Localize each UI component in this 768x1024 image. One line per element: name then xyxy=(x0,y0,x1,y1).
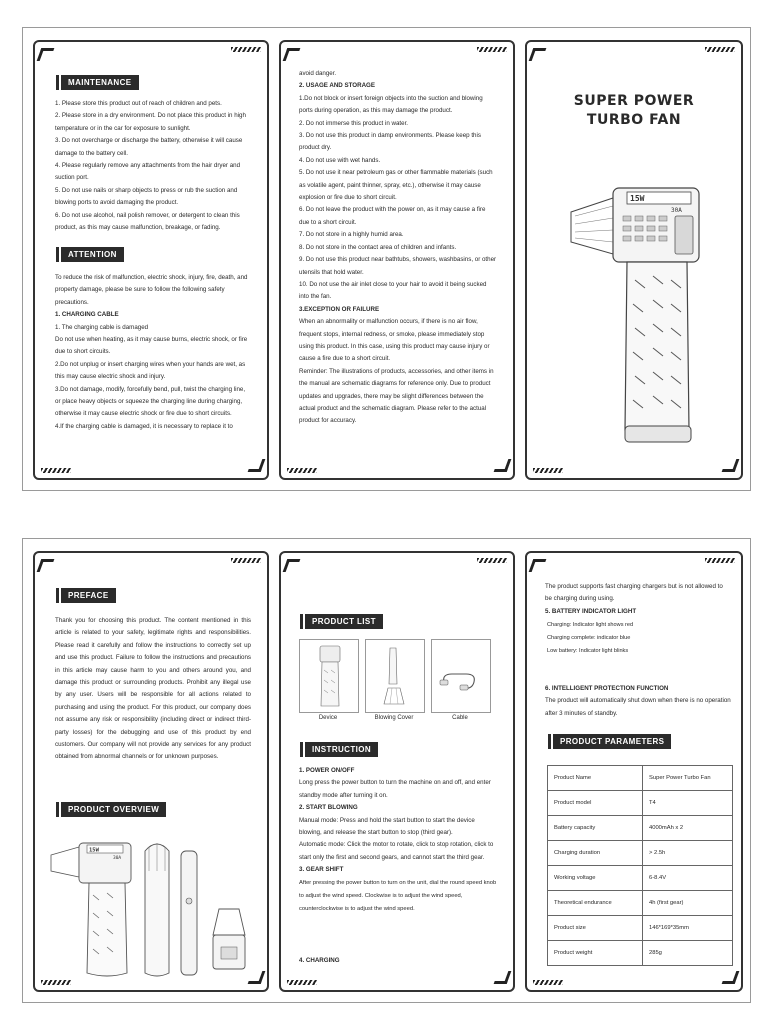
exception-text: When an abnormality or malfunction occurs, if there is no air flow, frequent stops, internal redness, or smoke, please immediately stop using this product. In this case, using this product may cause injury or cause a fire due to a short circuit. xyxy=(299,318,490,363)
overview-label-15w: 15W xyxy=(89,847,99,854)
device-label-15w: 15W xyxy=(630,194,645,203)
product-list-cable-label: Cable xyxy=(452,715,468,721)
instruction-sub-blowing: 2. START BLOWING xyxy=(299,804,358,812)
instruction-text-gear: After pressing the power button to turn on the unit, dial the round speed knob to adjust the wind speed. Clockwise is to adjust the wind speed, counterclockwise is to adjust the wind speed. xyxy=(299,879,497,912)
stripe-ornament xyxy=(231,47,261,52)
turbo-fan-illustration xyxy=(567,180,707,460)
param-value: 4000mAh x 2 xyxy=(643,816,733,841)
param-name: Product Name xyxy=(548,766,643,791)
device-label-30a: 30A xyxy=(671,207,682,214)
usage-item: 6. Do not leave the product with the power on, as it may cause a fire due to a short circuit. xyxy=(299,206,486,226)
corner-ornament xyxy=(283,559,301,572)
maintenance-heading: MAINTENANCE xyxy=(61,75,139,90)
parameters-heading: PRODUCT PARAMETERS xyxy=(553,734,671,749)
usage-subheading: 2. USAGE AND STORAGE xyxy=(299,82,375,90)
instruction-text-auto: Automatic mode: Click the motor to rotate, click to stop rotation, click to start only the first and second gears, and cannot start the third gear. xyxy=(299,841,494,861)
usage-item: 2. Do not immerse this product in water. xyxy=(299,119,409,127)
panel-maintenance xyxy=(33,40,269,480)
table-row xyxy=(548,766,733,791)
cover-title-line2: TURBO FAN xyxy=(586,112,682,128)
preface-heading: PREFACE xyxy=(61,588,116,603)
corner-ornament xyxy=(494,459,512,472)
attention-item: 3.Do not damage, modify, forcefully bend, pull, twist the charging line, or place heavy objects or squeeze the charging line during charging, otherwise it may cause electric shock or fire due to short circuits. xyxy=(55,385,246,418)
product-list-cover-label: Blowing Cover xyxy=(374,715,414,721)
charging-cable-subheading: 1. CHARGING CABLE xyxy=(55,311,119,319)
param-value: Super Power Turbo Fan xyxy=(643,766,733,791)
table-row xyxy=(548,791,733,816)
exception-subheading: 3.EXCEPTION OR FAILURE xyxy=(299,305,380,313)
panel-instruction xyxy=(279,551,515,992)
attention-item: 1. The charging cable is damaged xyxy=(55,323,149,331)
product-list-device-box xyxy=(299,639,359,713)
instruction-sub-power: 1. POWER ON/OFF xyxy=(299,767,355,774)
instruction-text-manual: Manual mode: Press and hold the start button to start the device blowing, and release the start button to stop (third gear). xyxy=(299,816,475,837)
indicator-low: Low battery: Indicator light blinks xyxy=(547,648,629,654)
maintenance-item: 5. Do not use nails or sharp objects to press or rub the suction and blowing ports to avoid damaging the product. xyxy=(55,186,238,207)
attention-intro: To reduce the risk of malfunction, electric shock, injury, fire, death, and property damage, please be sure to follow the following safety precautions. xyxy=(55,274,248,306)
corner-ornament xyxy=(494,971,512,984)
product-list-device-label: Device xyxy=(318,715,338,721)
corner-ornament xyxy=(722,971,740,984)
stripe-ornament xyxy=(477,47,507,52)
parameters-table xyxy=(547,765,733,966)
attention-item: 2.Do not unplug or insert charging wires when your hands are wet, as this may cause electric shock and injury. xyxy=(55,360,246,381)
panel-parameters xyxy=(525,551,743,992)
overview-heading: PRODUCT OVERVIEW xyxy=(61,802,166,817)
param-name: Product size xyxy=(548,916,643,941)
protection-text: The product will automatically shut down when there is no operation after 3 minutes of standby. xyxy=(545,697,731,717)
param-name: Working voltage xyxy=(548,866,643,891)
maintenance-item: 4. Please regularly remove any attachments from the hair dryer and suction port. xyxy=(55,162,241,182)
panel-cover xyxy=(525,40,743,480)
usage-item: 7. Do not store in a highly humid area. xyxy=(299,231,404,239)
continued-text: avoid danger. xyxy=(299,70,337,77)
product-overview-illustration xyxy=(49,831,259,981)
device-thumb-icon xyxy=(300,640,358,712)
usage-item: 10. Do not use the air inlet close to your hair to avoid it being sucked into the fan. xyxy=(299,280,487,301)
usage-item: 3. Do not use this product in damp environments. Please keep this product dry. xyxy=(299,132,481,152)
protection-subheading: 6. INTELLIGENT PROTECTION FUNCTION xyxy=(545,685,669,692)
instruction-sub-gear: 3. GEAR SHIFT xyxy=(299,866,344,874)
stripe-ornament xyxy=(287,980,317,985)
product-list-cable-box xyxy=(431,639,491,713)
usage-item: 4. Do not use with wet hands. xyxy=(299,156,381,164)
corner-ornament xyxy=(529,559,547,572)
usage-item: 5. Do not use it near petroleum gas or other flammable materials (such as volatile agent, paint thinner, spray, etc.), otherwise it may cause explosion or fire due to short circuit. xyxy=(299,169,493,202)
instruction-text-power: Long press the power button to turn the machine on and off, and enter standby mode after turning it on. xyxy=(299,779,491,799)
maintenance-item: 6. Do not use alcohol, nail polish remover, or detergent to clean this product, as this may cause malfunction, breakage, or fading. xyxy=(55,211,240,232)
stripe-ornament xyxy=(477,558,507,563)
param-value: 6-8.4V xyxy=(643,866,733,891)
cover-title-line1: SUPER POWER xyxy=(573,93,695,109)
param-value: 4h (first gear) xyxy=(643,891,733,916)
stripe-ornament xyxy=(705,47,735,52)
panel-usage xyxy=(279,40,515,480)
bottom-sheet xyxy=(22,538,751,1003)
reminder-text: Reminder: The illustrations of products, accessories, and other items in the manual are schematic diagrams for reference only. Due to product updates and upgrades, there may be slight differences between the actual product and the schematic diagram. Please refer to the actual product for accuracy. xyxy=(299,367,494,425)
corner-ornament xyxy=(529,48,547,61)
preface-text: Thank you for choosing this product. The content mentioned in this article is related to your safety, legitimate rights and responsibilities. Please read it carefully and follow the instructions to correctly set up and use this product. Failure to follow the instructions and precautions in this article may cause harm to you and others around you, and damage this product or surrounding products. Prohibit any illegal use by any user. Users will be responsible for all actions related to purchasing and using the product. For this product, our company does not assume any risk or responsibility (including direct or indirect third-party losses) for the debugging and use of this product by end customers. Our company will not provide any services for any product obtained from abnormal channels or for unknown purposes. xyxy=(55,617,251,761)
param-value: T4 xyxy=(643,791,733,816)
attention-item: Do not use when heating, as it may cause burns, electric shock, or fire due to short circuits. xyxy=(55,336,248,356)
corner-ornament xyxy=(722,459,740,472)
param-name: Product weight xyxy=(548,941,643,966)
maintenance-item: 2. Please store in a dry environment. Do not place this product in high temperature or in the car for exposure to sunlight. xyxy=(55,112,246,132)
usage-item: 9. Do not use this product near bathtubs, showers, washbasins, or other utensils that hold water. xyxy=(299,256,497,276)
maintenance-item: 1. Please store this product out of reach of children and pets. xyxy=(55,100,222,107)
battery-indicator-subheading: 5. BATTERY INDICATOR LIGHT xyxy=(545,607,637,615)
table-row xyxy=(548,941,733,966)
corner-ornament xyxy=(248,459,266,472)
attention-heading: ATTENTION xyxy=(61,247,124,262)
corner-ornament xyxy=(283,48,301,61)
param-name: Battery capacity xyxy=(548,816,643,841)
usage-item: 8. Do not store in the contact area of children and infants. xyxy=(299,243,457,251)
charging-note: The product supports fast charging chargers but is not allowed to be charging during using. xyxy=(545,583,723,603)
overview-label-30a: 30A xyxy=(113,856,122,861)
maintenance-item: 3. Do not overcharge or discharge the battery, otherwise it will cause damage to the battery cell. xyxy=(55,137,243,157)
panel-preface xyxy=(33,551,269,992)
blowing-cover-thumb-icon xyxy=(366,640,424,712)
usage-item: 1.Do not block or insert foreign objects into the suction and blowing ports during operation, as this may damage the product. xyxy=(299,94,483,115)
stripe-ornament xyxy=(705,558,735,563)
stripe-ornament xyxy=(287,468,317,473)
corner-ornament xyxy=(37,559,55,572)
instruction-heading: INSTRUCTION xyxy=(305,742,378,757)
cable-thumb-icon xyxy=(432,640,490,712)
table-row xyxy=(548,916,733,941)
stripe-ornament xyxy=(533,468,563,473)
param-name: Product model xyxy=(548,791,643,816)
table-row xyxy=(548,866,733,891)
param-value: 146*169*35mm xyxy=(643,916,733,941)
table-row xyxy=(548,891,733,916)
product-list-cover-box xyxy=(365,639,425,713)
instruction-sub-charging: 4. CHARGING xyxy=(299,957,340,964)
top-sheet xyxy=(22,27,751,491)
param-value: 285g xyxy=(643,941,733,966)
product-list-heading: PRODUCT LIST xyxy=(305,614,383,629)
stripe-ornament xyxy=(231,558,261,563)
indicator-complete: Charging complete: indicator blue xyxy=(547,635,631,641)
attention-item: 4.If the charging cable is damaged, it is necessary to replace it to xyxy=(55,422,233,430)
param-name: Charging duration xyxy=(548,841,643,866)
indicator-charging: Charging: Indicator light shows red xyxy=(547,622,634,628)
corner-ornament xyxy=(37,48,55,61)
stripe-ornament xyxy=(41,468,71,473)
param-value: > 2.5h xyxy=(643,841,733,866)
stripe-ornament xyxy=(533,980,563,985)
table-row xyxy=(548,841,733,866)
table-row xyxy=(548,816,733,841)
param-name: Theoretical endurance xyxy=(548,891,643,916)
